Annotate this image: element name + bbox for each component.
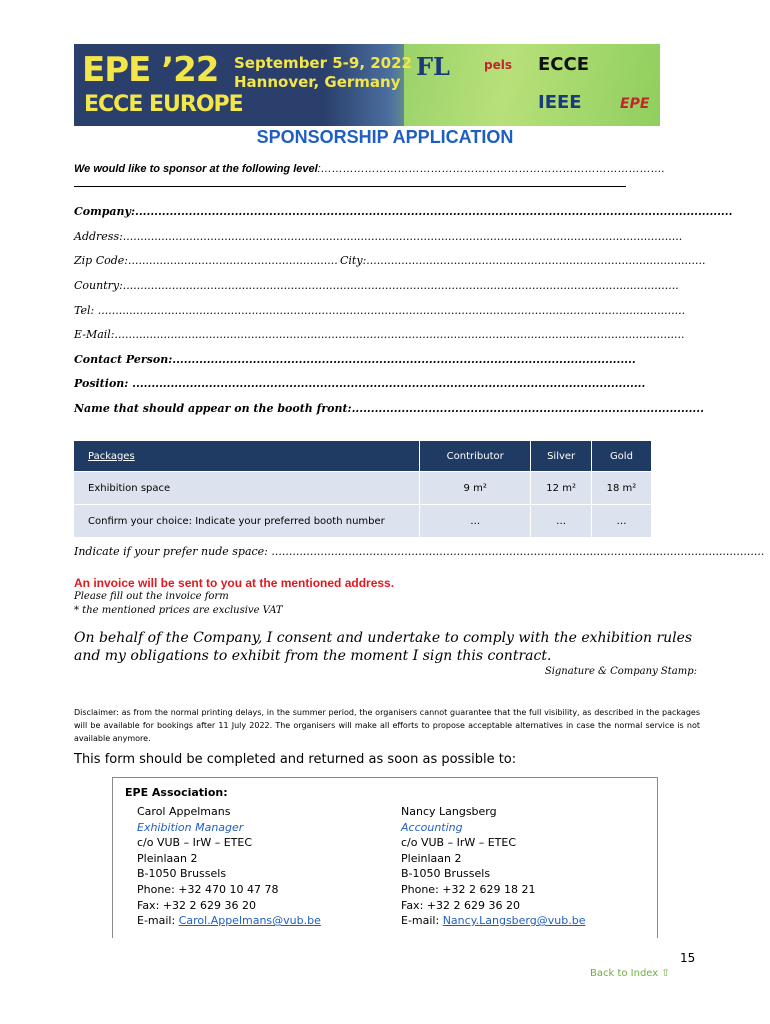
sponsor-level-label: We would like to sponsor at the following level	[74, 163, 318, 175]
email-field[interactable]: E-Mail:...................................................................................................................................................................	[74, 328, 685, 341]
booth-name-field[interactable]: Name that should appear on the booth front:............................................................................................	[74, 402, 704, 415]
email-link[interactable]: Carol.Appelmans@vub.be	[178, 914, 321, 928]
row-label: Exhibition space	[74, 472, 420, 505]
packages-table	[74, 441, 651, 537]
header-gold: Gold	[591, 441, 651, 472]
cell-gold: 18 m²	[591, 472, 651, 505]
banner-location-line: Hannover, Germany	[234, 73, 401, 91]
header-contributor: Contributor	[420, 441, 531, 472]
page-title: SPONSORSHIP APPLICATION	[256, 127, 514, 147]
contact-address-3: B-1050 Brussels	[401, 867, 491, 881]
ieee-logo: IEEE	[538, 92, 582, 113]
fill-out-note: Please fill out the invoice form	[74, 591, 229, 602]
contact-card-left	[137, 804, 321, 929]
contact-fax: Fax: +32 2 629 36 20	[401, 898, 520, 912]
header-silver: Silver	[531, 441, 592, 472]
contact-phone: Phone: +32 470 10 47 78	[137, 882, 279, 896]
contact-address-2: Pleinlaan 2	[137, 851, 198, 865]
city-field[interactable]: City:.................................................................................................	[340, 254, 706, 267]
page-number: 15	[680, 951, 696, 965]
contact-email-line	[137, 913, 321, 929]
table-row	[74, 472, 651, 505]
disclaimer: Disclaimer: as from the normal printing delays, in the summer period, the organisers cannot guarantee that the full visibility, as described in the packages will be available for bookings after 11 July 2022. The organisers will make all efforts to propose acceptable alternatives in case the normal service is not available anymore.	[74, 708, 700, 743]
consent-statement: On behalf of the Company, I consent and undertake to comply with the exhibition rules and my obligations to exhibit from the moment I sign this contract.	[74, 630, 693, 664]
sponsor-level-input[interactable]: :………………………………………………………………………………….	[317, 163, 665, 175]
banner-date-line: September 5-9, 2022	[234, 54, 412, 72]
ecce-europe-logo: ECCE EUROPE	[84, 92, 243, 117]
contact-address-1: c/o VUB – IrW – ETEC	[137, 836, 253, 850]
pels-logo: pels	[484, 58, 512, 72]
contact-name: Nancy Langsberg	[401, 805, 497, 818]
email-link[interactable]: Nancy.Langsberg@vub.be	[442, 914, 586, 928]
conference-banner	[74, 44, 660, 126]
contact-address-3: B-1050 Brussels	[137, 867, 227, 881]
zip-code-field[interactable]: Zip Code:............................................................	[74, 254, 338, 267]
company-field[interactable]: Company:............................................................................................................................................................	[74, 205, 733, 218]
invoice-notice: An invoice will be sent to you at the mentioned address.	[74, 576, 395, 590]
contact-person-field[interactable]: Contact Person:.........................................................................................................................	[74, 353, 636, 366]
banner-dates	[234, 54, 412, 92]
tel-field[interactable]: Tel: ........................................................................................................................................................................	[74, 304, 686, 317]
booth-choice-contributor[interactable]: …	[420, 505, 531, 538]
row-label: Confirm your choice: Indicate your preferred booth number	[74, 505, 420, 538]
contact-role: Exhibition Manager	[137, 820, 244, 834]
position-field[interactable]: Position: ......................................................................................................................................	[74, 377, 646, 390]
cell-silver: 12 m²	[531, 472, 592, 505]
association-heading: EPE Association:	[125, 786, 228, 799]
fl-institute-logo: FL	[416, 52, 450, 81]
booth-choice-gold[interactable]: …	[591, 505, 651, 538]
cell-contributor: 9 m²	[420, 472, 531, 505]
sponsor-level-line	[74, 163, 665, 175]
epe-logo: EPE ’22	[82, 50, 219, 90]
epe-mini-logo: EPE	[620, 96, 650, 112]
ecce-logo: ECCE	[538, 54, 590, 75]
address-field[interactable]: Address:................................................................................................................................................................	[74, 230, 683, 243]
divider	[74, 186, 626, 187]
contact-email-line	[401, 913, 585, 929]
booth-choice-silver[interactable]: …	[531, 505, 592, 538]
contact-address-1: c/o VUB – IrW – ETEC	[401, 836, 517, 850]
contact-card-right	[401, 804, 585, 929]
contact-fax: Fax: +32 2 629 36 20	[137, 898, 256, 912]
back-to-index-link[interactable]: Back to Index ⇧	[590, 968, 670, 979]
table-row	[74, 505, 651, 538]
contact-box	[112, 777, 658, 938]
vat-note: * the mentioned prices are exclusive VAT	[74, 605, 283, 616]
table-header-row	[74, 441, 651, 472]
email-label: E-mail:	[137, 914, 179, 928]
contact-phone: Phone: +32 2 629 18 21	[401, 882, 536, 896]
return-instructions: This form should be completed and returned as soon as possible to:	[74, 752, 517, 767]
email-label: E-mail:	[401, 914, 443, 928]
header-packages: Packages	[74, 441, 420, 472]
contact-role: Accounting	[401, 820, 463, 834]
country-field[interactable]: Country:...............................................................................................................................................................	[74, 279, 679, 292]
nude-space-field[interactable]: Indicate if your prefer nude space: .............................................................................................................................................	[74, 545, 765, 558]
signature-label: Signature & Company Stamp:	[544, 666, 697, 677]
contact-address-2: Pleinlaan 2	[401, 851, 462, 865]
contact-name: Carol Appelmans	[137, 805, 231, 818]
